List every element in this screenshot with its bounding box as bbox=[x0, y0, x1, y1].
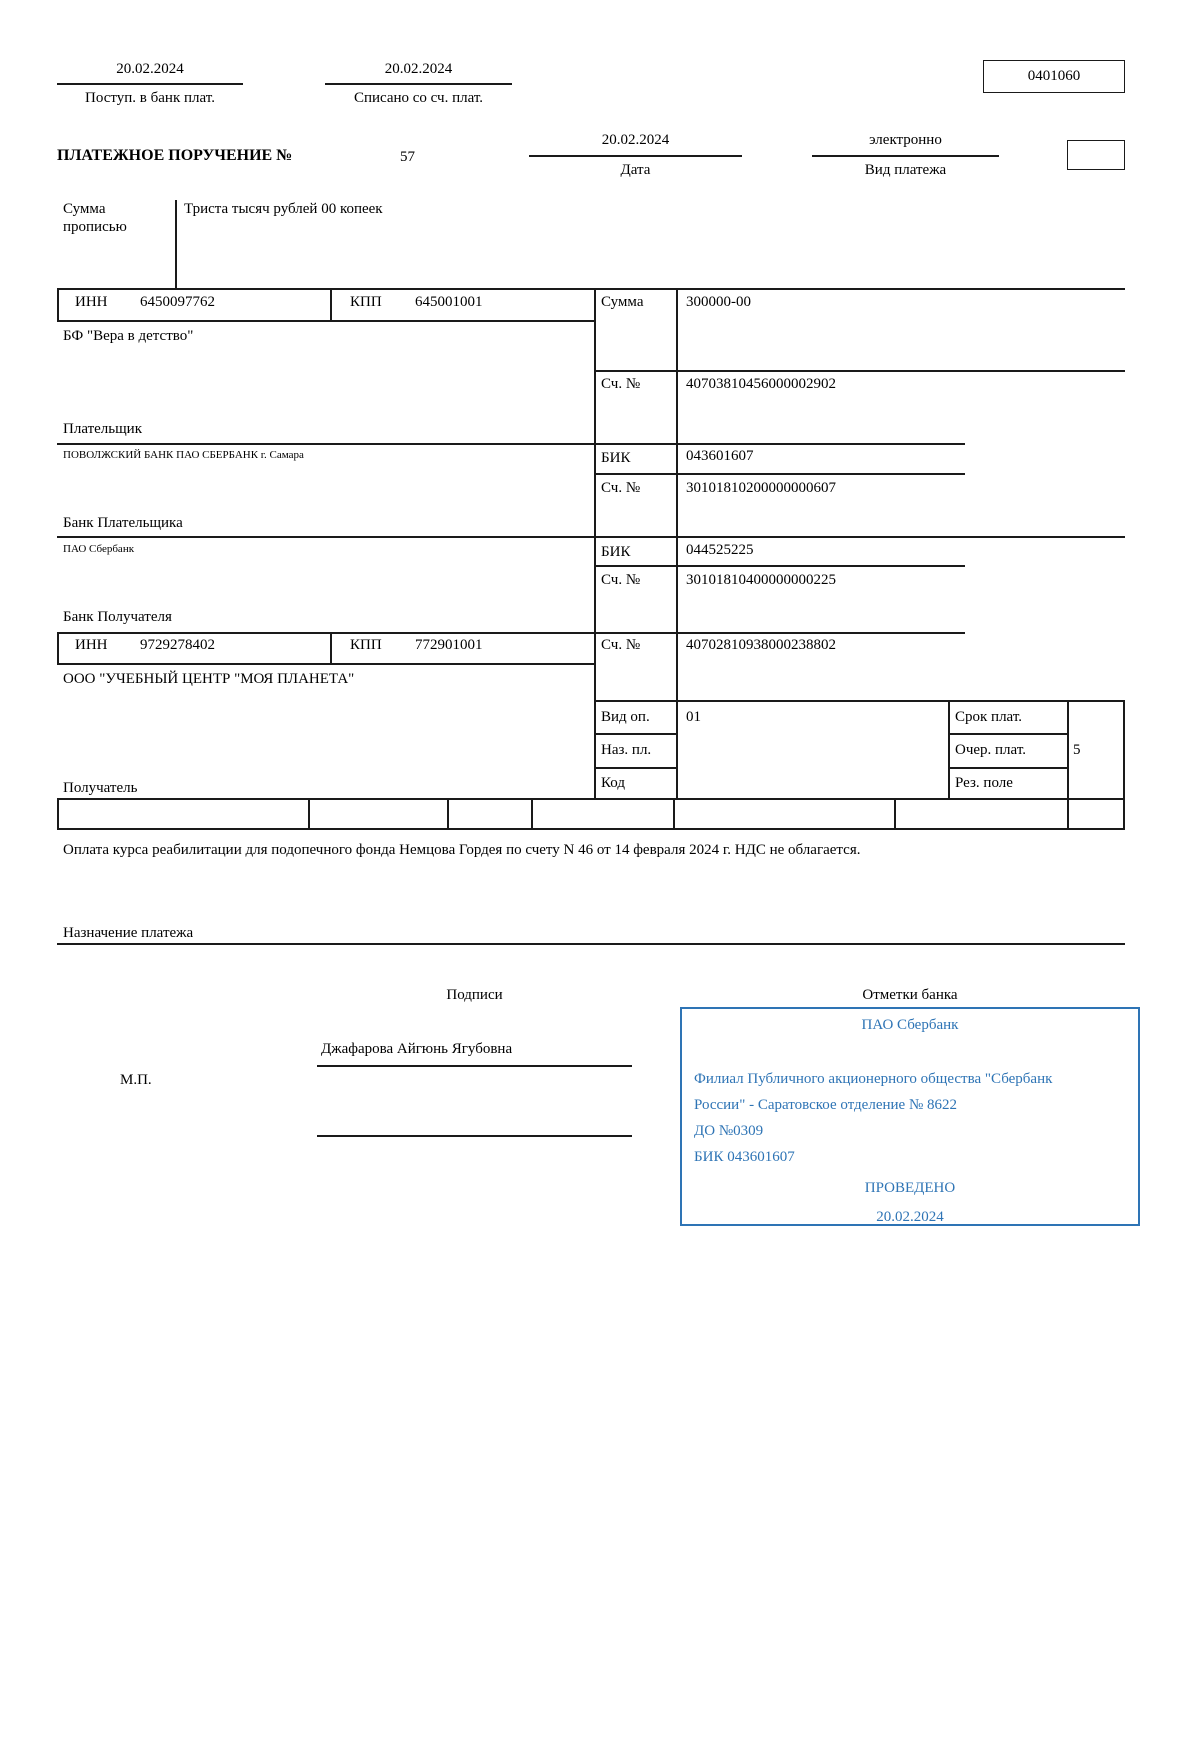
doc-date-label: Дата bbox=[620, 162, 651, 178]
payer-account-value: 40703810456000002902 bbox=[686, 376, 836, 392]
doc-title: ПЛАТЕЖНОЕ ПОРУЧЕНИЕ № bbox=[57, 147, 293, 164]
purpose-code-label: Наз. пл. bbox=[601, 742, 652, 758]
debited-date-label: Списано со сч. плат. bbox=[353, 90, 484, 106]
payer-account-label: Сч. № bbox=[601, 376, 641, 392]
purpose-label: Назначение платежа bbox=[63, 925, 194, 941]
stamp-branch: Филиал Публичного акционерного общества "Сбербанк России" - Саратовское отделение № 8622 bbox=[694, 1071, 1053, 1113]
divider-line bbox=[57, 288, 1125, 290]
payer-bank-account-label: Сч. № bbox=[601, 480, 641, 496]
form-code-box bbox=[983, 60, 1125, 93]
payee-bank-bik-label: БИК bbox=[601, 544, 631, 560]
bank-stamp-box bbox=[680, 1007, 1140, 1226]
payee-bank-account-value: 30101810400000000225 bbox=[686, 572, 836, 588]
stamp-office: ДО №0309 bbox=[694, 1123, 764, 1139]
payee-account-value: 40702810938000238802 bbox=[686, 637, 836, 653]
signature-line bbox=[317, 1065, 632, 1067]
payee-bank-bik-value: 044525225 bbox=[686, 542, 754, 558]
divider-line bbox=[531, 798, 533, 828]
payer-name: БФ "Вера в детство" bbox=[63, 328, 194, 344]
payer-bank-bik-value: 043601607 bbox=[686, 448, 754, 464]
payee-name: ООО "УЧЕБНЫЙ ЦЕНТР "МОЯ ПЛАНЕТА" bbox=[63, 671, 355, 687]
divider-line bbox=[57, 798, 1125, 800]
divider-line bbox=[676, 288, 678, 800]
doc-date: 20.02.2024 bbox=[601, 132, 670, 148]
payer-inn-value: 6450097762 bbox=[140, 294, 215, 310]
divider-line bbox=[594, 473, 965, 475]
priority-label: Очер. плат. bbox=[955, 742, 1026, 758]
bank-marks-label: Отметки банка bbox=[862, 987, 958, 1003]
payee-bank-account-label: Сч. № bbox=[601, 572, 641, 588]
signature-line bbox=[317, 1135, 632, 1137]
divider-line bbox=[57, 798, 59, 828]
payer-inn-label: ИНН bbox=[75, 294, 108, 310]
signatures-label: Подписи bbox=[446, 987, 503, 1003]
payment-kind-label: Вид платежа bbox=[864, 162, 947, 178]
received-date: 20.02.2024 bbox=[116, 61, 184, 77]
payee-kpp-value: 772901001 bbox=[415, 637, 483, 653]
divider-line bbox=[57, 83, 243, 85]
divider-line bbox=[948, 733, 1067, 735]
divider-line bbox=[57, 632, 59, 665]
amount-in-words: Триста тысяч рублей 00 копеек bbox=[184, 201, 383, 217]
divider-line bbox=[57, 288, 59, 322]
divider-line bbox=[330, 632, 332, 665]
divider-line bbox=[594, 700, 1125, 702]
divider-line bbox=[594, 565, 965, 567]
stamp-bank-name: ПАО Сбербанк bbox=[861, 1017, 959, 1033]
stamp-status: ПРОВЕДЕНО bbox=[864, 1180, 956, 1196]
divider-line bbox=[57, 536, 1125, 538]
reserve-checkbox-box bbox=[1067, 140, 1125, 170]
divider-line bbox=[57, 320, 594, 322]
operation-type-value: 01 bbox=[686, 709, 701, 725]
received-date-label: Поступ. в банк плат. bbox=[85, 90, 215, 106]
divider-line bbox=[1123, 700, 1125, 830]
divider-line bbox=[948, 767, 1067, 769]
payee-inn-label: ИНН bbox=[75, 637, 108, 653]
divider-line bbox=[57, 828, 1125, 830]
signer-name: Джафарова Айгюнь Ягубовна bbox=[321, 1041, 513, 1057]
stamp-date: 20.02.2024 bbox=[876, 1209, 944, 1225]
divider-line bbox=[673, 798, 675, 828]
divider-line bbox=[594, 767, 676, 769]
amount-value: 300000-00 bbox=[686, 294, 751, 310]
divider-line bbox=[894, 798, 896, 828]
debited-date: 20.02.2024 bbox=[384, 61, 453, 77]
priority-value: 5 bbox=[1073, 742, 1081, 758]
payee-kpp-label: КПП bbox=[350, 637, 382, 653]
payer-bank-bik-label: БИК bbox=[601, 450, 631, 466]
payer-bank-label: Банк Плательщика bbox=[63, 515, 183, 531]
purpose-text: Оплата курса реабилитации для подопечного фонда Немцова Гордея по счету N 46 от 14 февраля 2024 г. НДС не облагается. bbox=[63, 842, 861, 858]
code-label: Код bbox=[601, 775, 625, 791]
payer-kpp-label: КПП bbox=[350, 294, 382, 310]
divider-line bbox=[325, 83, 512, 85]
divider-line bbox=[594, 733, 676, 735]
stamp-bik: БИК 043601607 bbox=[694, 1149, 795, 1165]
amount-in-words-label: Сумма прописью bbox=[63, 201, 127, 235]
payment-kind: электронно bbox=[869, 132, 942, 148]
payee-bank-name: ПАО Сбербанк bbox=[63, 543, 135, 555]
payer-bank-name: ПОВОЛЖСКИЙ БАНК ПАО СБЕРБАНК г. Самара bbox=[63, 449, 304, 461]
amount-label: Сумма bbox=[601, 294, 644, 310]
payee-inn-value: 9729278402 bbox=[140, 637, 215, 653]
divider-line bbox=[308, 798, 310, 828]
doc-number: 57 bbox=[400, 149, 415, 165]
reserve-field-label: Рез. поле bbox=[955, 775, 1013, 791]
divider-line bbox=[594, 370, 1125, 372]
divider-line bbox=[57, 663, 594, 665]
payer-kpp-value: 645001001 bbox=[415, 294, 483, 310]
payee-label: Получатель bbox=[63, 780, 138, 796]
divider-line bbox=[330, 288, 332, 322]
stamp-place-label: М.П. bbox=[120, 1072, 152, 1088]
divider-line bbox=[1067, 700, 1069, 830]
payer-bank-account-value: 30101810200000000607 bbox=[686, 480, 836, 496]
divider-line bbox=[57, 443, 965, 445]
divider-line bbox=[812, 155, 999, 157]
payer-label: Плательщик bbox=[63, 421, 142, 437]
divider-line bbox=[447, 798, 449, 828]
divider-line bbox=[529, 155, 742, 157]
payee-bank-label: Банк Получателя bbox=[63, 609, 172, 625]
payee-account-label: Сч. № bbox=[601, 637, 641, 653]
term-label: Срок плат. bbox=[955, 709, 1023, 725]
divider-line bbox=[594, 288, 596, 800]
divider-line bbox=[175, 200, 177, 288]
divider-line bbox=[948, 700, 950, 798]
divider-line bbox=[57, 632, 965, 634]
form-code: 0401060 bbox=[1027, 68, 1081, 84]
divider-line bbox=[57, 943, 1125, 945]
operation-type-label: Вид оп. bbox=[601, 709, 650, 725]
